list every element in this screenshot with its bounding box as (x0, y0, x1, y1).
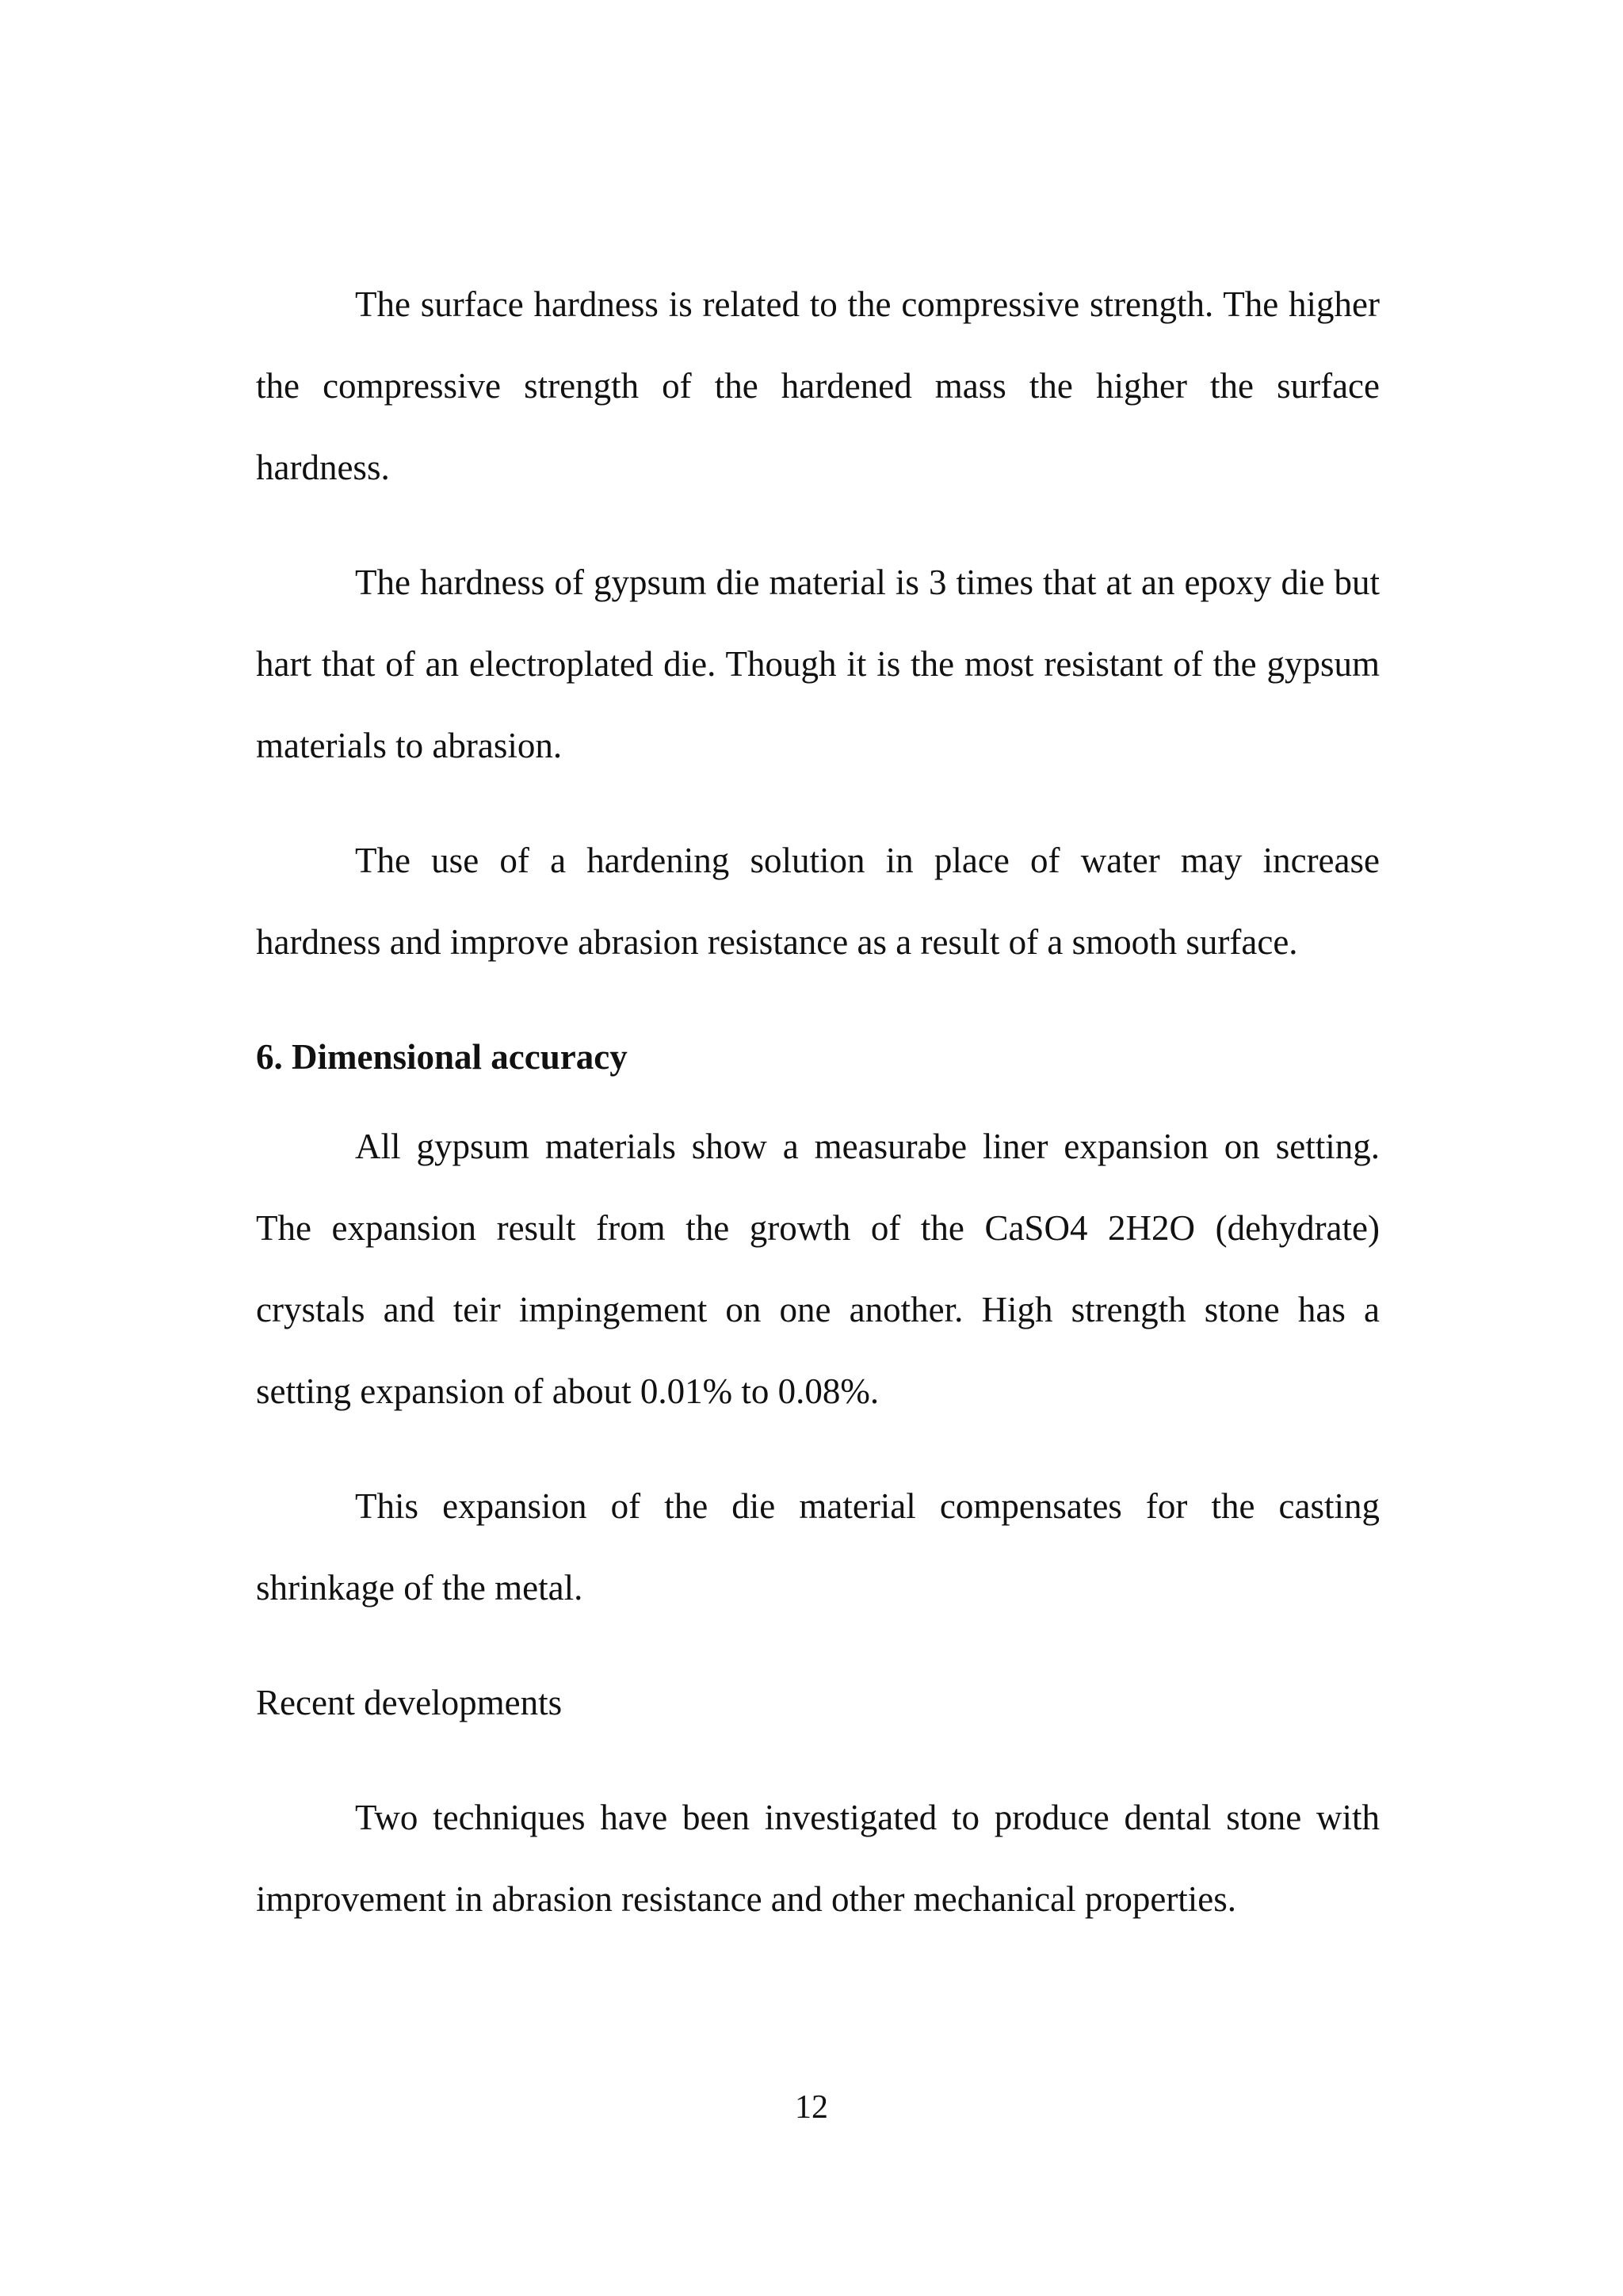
paragraph-setting-expansion: All gypsum materials show a measurabe liner expansion on setting. The expansion result from the growth of the CaSO4 2H2O (dehydrate) crystals and teir impingement on one another. High strength stone has a setting expansion of about 0.01% to 0.08%. (256, 1127, 1380, 1411)
paragraph-surface-hardness: The surface hardness is related to the compressive strength. The higher the compressive strength of the hardened mass the higher the surface hardness. (256, 284, 1380, 487)
paragraph-two-techniques: Two techniques have been investigated to produce dental stone with improvement in abrasion resistance and other mechanical properties. (256, 1798, 1380, 1919)
paragraph-hardening-solution: The use of a hardening solution in place of water may increase hardness and improve abrasion resistance as a result of a smooth surface. (256, 841, 1380, 962)
subheading-recent-developments: Recent developments (256, 1683, 563, 1722)
section-heading-dimensional-accuracy: 6. Dimensional accuracy (256, 1037, 628, 1077)
page-body (256, 264, 1380, 1974)
paragraph-gypsum-hardness: The hardness of gypsum die material is 3 times that at an epoxy die but hart that of an electroplated die. Though it is the most resistant of the gypsum materials to abrasion. (256, 563, 1380, 765)
page-number: 12 (795, 2089, 828, 2126)
paragraph-expansion-compensation: This expansion of the die material compensates for the casting shrinkage of the metal. (256, 1486, 1380, 1608)
